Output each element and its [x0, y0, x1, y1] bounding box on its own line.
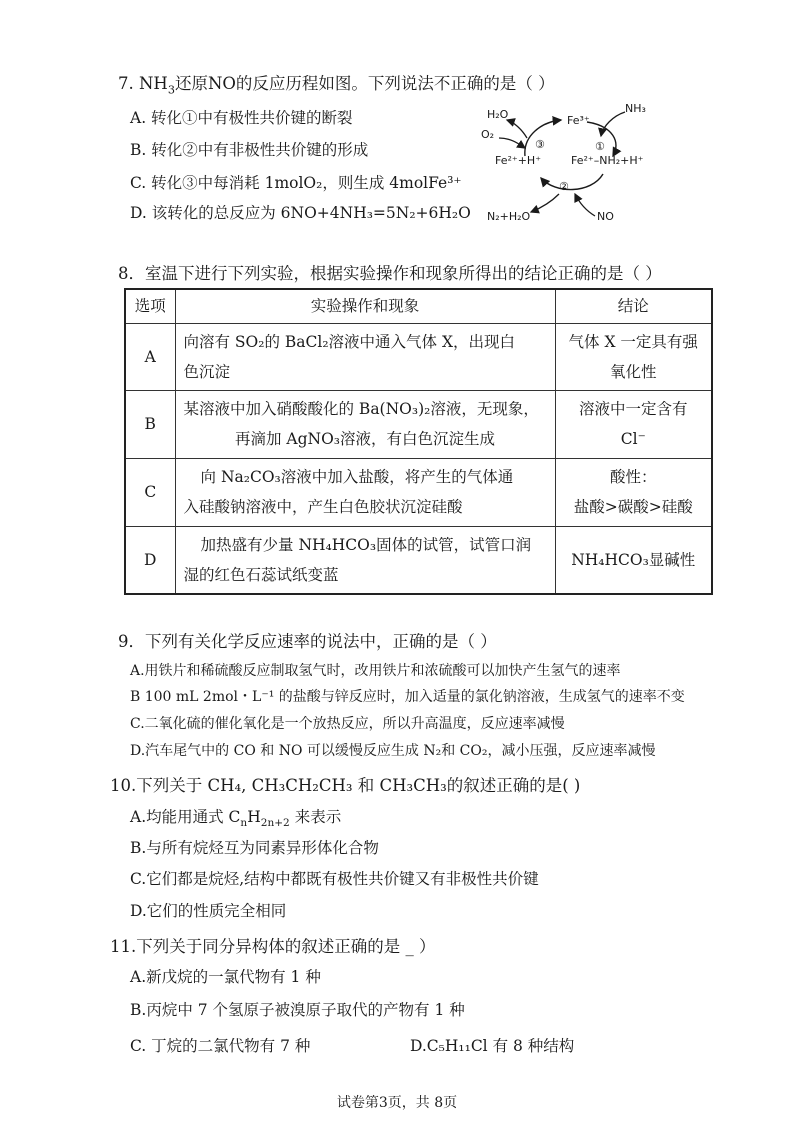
- row-b-option: B: [125, 390, 175, 458]
- q7-stem: 7. $NH_3$还原NO的反应历程如图。下列说法不正确的是（ ）: [118, 74, 555, 97]
- label-h2o: H₂O: [487, 108, 509, 121]
- n2-out-arrow: [531, 194, 559, 212]
- h2o-out-arrow: [507, 120, 527, 138]
- q11-stem: 11.下列关于同分异构体的叙述正确的是 _ ）: [110, 937, 436, 956]
- q11-option-a: A.新戊烷的一氯代物有 1 种: [130, 968, 321, 986]
- q11-option-c: C. 丁烷的二氯代物有 7 种: [130, 1037, 311, 1055]
- page-footer: 试卷第3页，共 8页: [336, 1095, 458, 1111]
- table-header-row: [125, 289, 712, 323]
- q11-option-d: D.C₅H₁₁Cl 有 8 种结构: [410, 1037, 575, 1055]
- table-row: [125, 390, 712, 458]
- experiment-table: [124, 288, 713, 595]
- label-fe2-right: Fe²⁺–NH₂+H⁺: [571, 154, 644, 167]
- q7-option-a: A. 转化①中有极性共价键的断裂: [130, 109, 353, 127]
- row-d-conclusion: NH₄HCO₃显碱性: [555, 526, 712, 594]
- label-no: NO: [597, 210, 614, 223]
- o2-in-arrow: [499, 138, 525, 148]
- label-step1: ①: [595, 140, 605, 153]
- q7-option-c: C. 转化③中每消耗 1molO₂，则生成 4molFe³⁺: [130, 174, 462, 192]
- no-in-arrow: [575, 194, 595, 216]
- row-d-option: D: [125, 526, 175, 594]
- label-o2: O₂: [481, 128, 495, 141]
- row-a-conclusion: 气体 X 一定具有强 氧化性: [555, 323, 712, 390]
- q10-option-a: A.均能用通式 $C_nH_{2n+2}$ 来表示: [130, 808, 342, 830]
- nh3-in-arrow: [601, 112, 625, 136]
- label-fe3: Fe³⁺: [567, 114, 590, 127]
- label-fe2-left: Fe²⁺+H⁺: [495, 154, 542, 167]
- q7-option-d: D. 该转化的总反应为 6NO+4NH₃=5N₂+6H₂O: [130, 204, 471, 222]
- row-c-operation: 向 Na₂CO₃溶液中加入盐酸，将产生的气体通 入硅酸钠溶液中，产生白色胶状沉淀硅酸: [175, 458, 555, 526]
- table-row: [125, 458, 712, 526]
- q9-option-a: A.用铁片和稀硫酸反应制取氢气时，改用铁片和浓硫酸可以加快产生氢气的速率: [130, 663, 621, 679]
- q10-option-c: C.它们都是烷烃,结构中都既有极性共价键又有非极性共价键: [130, 870, 539, 888]
- row-a-option: A: [125, 323, 175, 390]
- row-b-conclusion: 溶液中一定含有 Cl⁻: [555, 390, 712, 458]
- label-step3: ③: [535, 138, 545, 151]
- row-a-operation: 向溶有 SO₂的 BaCl₂溶液中通入气体 X，出现白 色沉淀: [175, 323, 555, 390]
- label-n2h2o: N₂+H₂O: [487, 210, 531, 223]
- header-operation: 实验操作和现象: [175, 289, 555, 323]
- q9-option-c: C.二氧化硫的催化氧化是一个放热反应，所以升高温度，反应速率减慢: [130, 716, 565, 732]
- header-option: 选项: [125, 289, 175, 323]
- cycle-arc-2: [541, 174, 603, 190]
- q10-option-b: B.与所有烷烃互为同素异形体化合物: [130, 839, 379, 857]
- q9-option-b: B 100 mL 2mol・L⁻¹ 的盐酸与锌反应时，加入适量的氯化钠溶液，生成氢气的速率不变: [130, 689, 685, 705]
- table-row: [125, 526, 712, 594]
- header-conclusion: 结论: [555, 289, 712, 323]
- reaction-cycle-diagram: [475, 98, 675, 228]
- label-step2: ②: [559, 180, 569, 193]
- q9-option-d: D.汽车尾气中的 CO 和 NO 可以缓慢反应生成 N₂和 CO₂，减小压强，反应速率减慢: [130, 743, 656, 759]
- table-row: [125, 323, 712, 390]
- q10-stem: 10.下列关于 CH₄, CH₃CH₂CH₃ 和 CH₃CH₃的叙述正确的是( ): [110, 776, 581, 795]
- label-nh3: NH₃: [625, 102, 646, 115]
- q8-stem: 8．室温下进行下列实验，根据实验操作和现象所得出的结论正确的是（ ）: [118, 264, 662, 283]
- q11-option-b: B.丙烷中 7 个氢原子被溴原子取代的产物有 1 种: [130, 1001, 465, 1019]
- row-b-operation: 某溶液中加入硝酸酸化的 Ba(NO₃)₂溶液，无现象， 再滴加 AgNO₃溶液，有白色沉淀生成: [175, 390, 555, 458]
- row-c-option: C: [125, 458, 175, 526]
- row-c-conclusion: 酸性： 盐酸>碳酸>硅酸: [555, 458, 712, 526]
- q9-stem: 9．下列有关化学反应速率的说法中，正确的是（ ）: [118, 632, 497, 651]
- q7-option-b: B. 转化②中有非极性共价键的形成: [130, 141, 369, 159]
- row-d-operation: 加热盛有少量 NH₄HCO₃固体的试管，试管口润 湿的红色石蕊试纸变蓝: [175, 526, 555, 594]
- q10-option-d: D.它们的性质完全相同: [130, 902, 287, 920]
